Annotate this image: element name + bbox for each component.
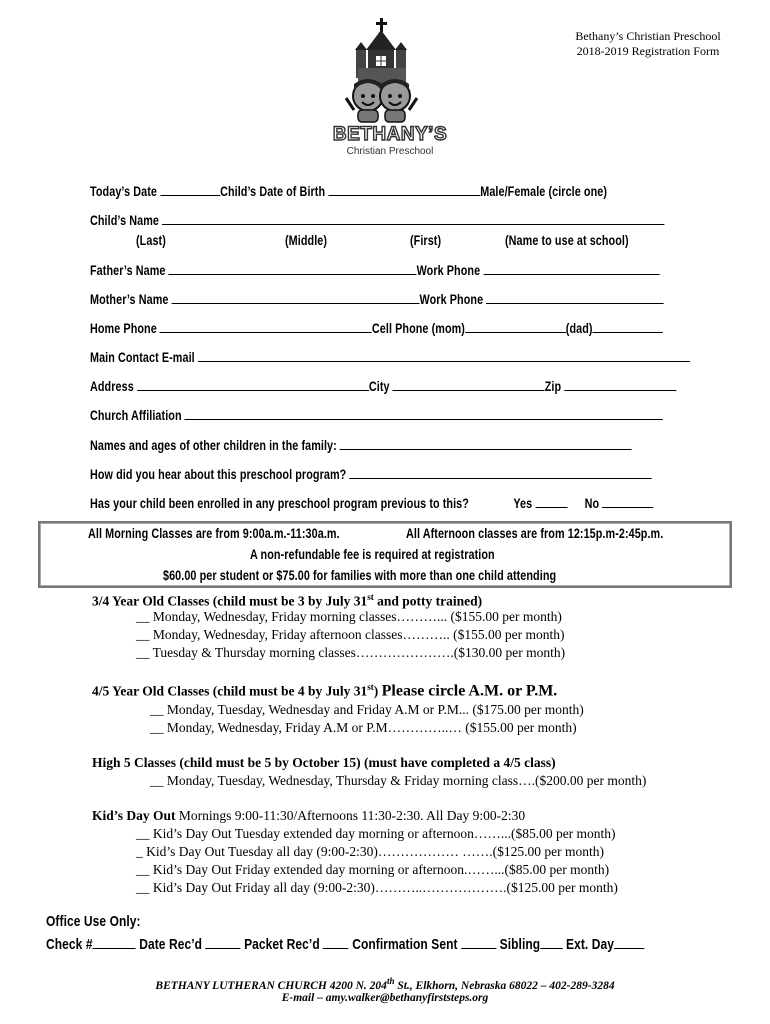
- c45-title-tail: ): [373, 683, 379, 699]
- c45-option-2[interactable]: __ Monday, Wednesday, Friday A.M or P.M…………..… ($155.00 per month): [150, 720, 577, 735]
- footer-address-sup: th: [386, 976, 395, 986]
- childs-name-label: Child’s Name: [90, 213, 159, 228]
- childs-name-field[interactable]: [162, 211, 664, 225]
- address-label: Address: [90, 379, 134, 394]
- zip-field[interactable]: [564, 377, 676, 391]
- form-row-phones: [90, 319, 663, 336]
- packet-recd-label: Packet Rec’d: [244, 936, 320, 953]
- header-form-title: 2018-2019 Registration Form: [576, 44, 720, 58]
- form-row-dates: [90, 182, 607, 199]
- kdo-title: [92, 808, 525, 824]
- footer-address-tail: St., Elkhorn, Nebraska 68022 – 402-289-3284: [394, 979, 615, 992]
- sibling-field[interactable]: [540, 935, 562, 949]
- c45-circle-note: Please circle A.M. or P.M.: [381, 682, 558, 700]
- mothers-name-field[interactable]: [172, 290, 420, 304]
- fathers-name-label: Father’s Name: [90, 263, 166, 278]
- office-use-title: Office Use Only:: [46, 913, 141, 930]
- office-use-row: [46, 935, 644, 953]
- form-row-address: [90, 377, 676, 394]
- footer-address-text: BETHANY LUTHERAN CHURCH 4200 N. 204: [155, 979, 387, 992]
- kdo-option-3[interactable]: __ Kid’s Day Out Friday extended day morning or afternoon.……...($85.00 per month): [136, 862, 610, 877]
- other-children-label: Names and ages of other children in the family:: [90, 438, 337, 453]
- kdo-option-2[interactable]: _ Kid’s Day Out Tuesday all day (9:00-2:30)……………… …….($125.00 per month): [136, 844, 604, 859]
- form-row-mother: [90, 290, 664, 307]
- packet-recd-field[interactable]: [323, 935, 349, 949]
- middle-wrap: [285, 233, 327, 248]
- footer-email[interactable]: E-mail – amy.walker@bethanyfirststeps.org: [281, 992, 489, 1004]
- c45-title: [92, 682, 557, 701]
- fee-amount: $60.00 per student or $75.00 for families with more than one child attending: [163, 568, 557, 583]
- school-name-label: (Name to use at school): [505, 233, 629, 248]
- confirmation-label: Confirmation Sent: [352, 936, 458, 953]
- date-recd-label: Date Rec’d: [139, 936, 203, 953]
- school-logo: [320, 18, 460, 163]
- main-email-label: Main Contact E-mail: [90, 350, 195, 365]
- mother-work-phone-field[interactable]: [486, 290, 664, 304]
- dad-label: (dad): [565, 321, 593, 336]
- c34-title: [92, 592, 482, 610]
- cell-mom-field[interactable]: [465, 319, 566, 333]
- morning-times: All Morning Classes are from 9:00a.m.-11:30a.m.: [88, 526, 340, 541]
- zip-label: Zip: [544, 379, 562, 394]
- ext-day-field[interactable]: [614, 935, 644, 949]
- mother-work-phone-label: Work Phone: [419, 292, 484, 307]
- todays-date-label: Today’s Date: [90, 184, 157, 199]
- kdo-title-rest: Mornings 9:00-11:30/Afternoons 11:30-2:30. All Day 9:00-2:30: [175, 808, 526, 823]
- h5-option[interactable]: __ Monday, Tuesday, Wednesday, Thursday & Friday morning class….($200.00 per month): [150, 773, 647, 788]
- city-field[interactable]: [393, 377, 545, 391]
- other-children-field[interactable]: [340, 436, 632, 450]
- c45-title-text: 4/5 Year Old Classes (child must be 4 by July 31: [92, 683, 368, 699]
- fee-note: A non-refundable fee is required at registration: [250, 547, 495, 562]
- todays-date-field[interactable]: [160, 182, 220, 196]
- no-label: No: [584, 496, 600, 511]
- check-label: Check #: [46, 936, 93, 953]
- kdo-option-4[interactable]: __ Kid’s Day Out Friday all day (9:00-2:30)………..……………….($125.00 per month): [136, 880, 618, 895]
- school-name-wrap: [505, 233, 629, 248]
- child-name-parts: [136, 233, 166, 248]
- father-work-phone-field[interactable]: [483, 261, 659, 275]
- no-field[interactable]: [602, 494, 653, 508]
- h5-title: High 5 Classes (child must be 5 by October 15) (must have completed a 4/5 class): [92, 755, 556, 770]
- form-row-email: [90, 348, 690, 365]
- form-row-enrolled: [90, 494, 654, 511]
- middle-label: (Middle): [285, 233, 328, 248]
- header-school: Bethany’s Christian Preschool: [575, 29, 721, 43]
- form-row-father: [90, 261, 659, 278]
- mothers-name-label: Mother’s Name: [90, 292, 169, 307]
- c45-option-1[interactable]: __ Monday, Tuesday, Wednesday and Friday A.M or P.M... ($175.00 per month): [150, 702, 584, 717]
- kdo-title-bold: Kid’s Day Out: [92, 808, 176, 823]
- c34-title-text: 3/4 Year Old Classes (child must be 3 by July 31: [92, 593, 368, 609]
- c34-option-2[interactable]: __ Monday, Wednesday, Friday afternoon classes……….. ($155.00 per month): [136, 627, 565, 642]
- logo-name: BETHANY’S: [332, 124, 448, 145]
- yes-label: Yes: [513, 496, 533, 511]
- form-row-other-children: [90, 436, 632, 453]
- church-label: Church Affiliation: [90, 408, 182, 423]
- form-row-how-hear: [90, 465, 652, 482]
- form-row-church: [90, 406, 663, 423]
- child-dob-field[interactable]: [328, 182, 480, 196]
- afternoon-times: All Afternoon classes are from 12:15p.m-2:45p.m.: [406, 526, 664, 541]
- footer-address: [0, 976, 770, 992]
- c34-title-tail: and potty trained): [373, 593, 483, 609]
- how-hear-label: How did you hear about this preschool program?: [90, 467, 347, 482]
- c34-sup: st: [367, 592, 374, 602]
- home-phone-field[interactable]: [160, 319, 372, 333]
- c34-option-3[interactable]: __ Tuesday & Thursday morning classes………………….($130.00 per month): [136, 645, 566, 660]
- church-field[interactable]: [185, 406, 663, 420]
- first-wrap: [410, 233, 441, 248]
- fathers-name-field[interactable]: [169, 261, 417, 275]
- city-label: City: [368, 379, 390, 394]
- confirmation-field[interactable]: [461, 935, 496, 949]
- child-dob-label: Child’s Date of Birth: [220, 184, 326, 199]
- dad-phone-field[interactable]: [593, 319, 663, 333]
- date-recd-field[interactable]: [205, 935, 240, 949]
- male-female-label: Male/Female (circle one): [480, 184, 608, 199]
- c45-sup: st: [367, 682, 374, 692]
- father-work-phone-label: Work Phone: [416, 263, 481, 278]
- logo-tagline: Christian Preschool: [346, 146, 434, 157]
- last-label: (Last): [136, 233, 166, 248]
- how-hear-field[interactable]: [349, 465, 651, 479]
- kdo-option-1[interactable]: __ Kid’s Day Out Tuesday extended day morning or afternoon……...($85.00 per month): [136, 826, 616, 841]
- c34-option-1[interactable]: __ Monday, Wednesday, Friday morning classes………... ($155.00 per month): [136, 609, 562, 624]
- home-phone-label: Home Phone: [90, 321, 157, 336]
- enrolled-prev-label: Has your child been enrolled in any preschool program previous to this?: [90, 496, 469, 511]
- cell-mom-label: Cell Phone (mom): [371, 321, 465, 336]
- main-email-field[interactable]: [198, 348, 690, 362]
- check-field[interactable]: [93, 935, 136, 949]
- sibling-label: Sibling: [499, 936, 541, 953]
- form-row-child-name: [90, 211, 664, 228]
- first-label: (First): [410, 233, 442, 248]
- yes-field[interactable]: [535, 494, 567, 508]
- address-field[interactable]: [137, 377, 369, 391]
- ext-day-label: Ext. Day: [566, 936, 615, 953]
